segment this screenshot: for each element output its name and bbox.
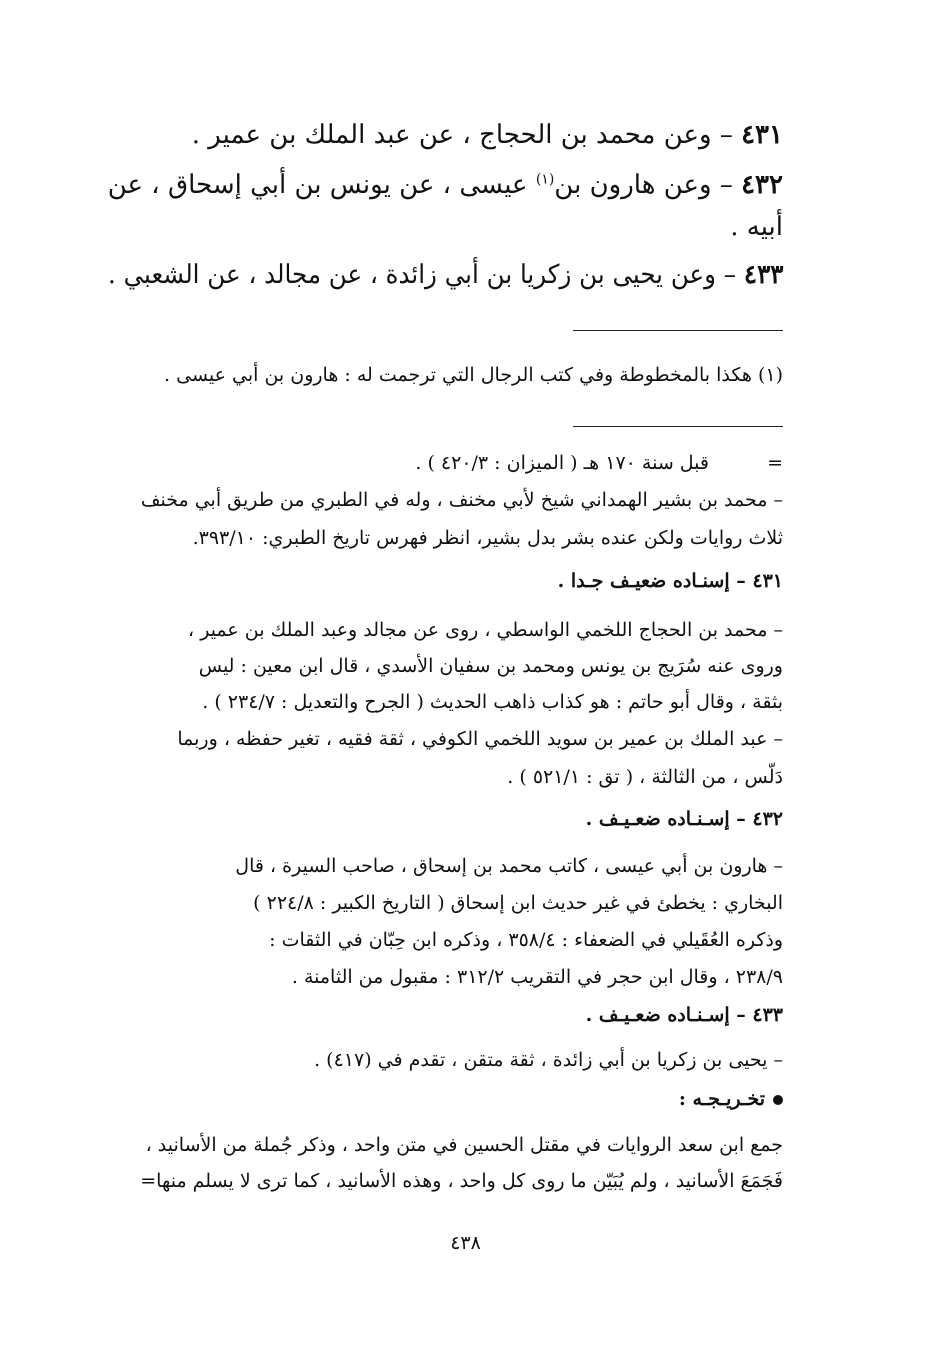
commentary-line: وذكره العُقَيلي في الضعفاء : ٣٥٨/٤ ، وذكره ابن حِبّان في الثقات : xyxy=(269,929,783,951)
footnote-separator xyxy=(573,330,783,331)
commentary-line: – هارون بن أبي عيسى ، كاتب محمد بن إسحاق ، صاحب السيرة ، قال xyxy=(235,855,783,877)
page-number: ٤٣٨ xyxy=(450,1232,481,1254)
main-line-433 xyxy=(108,260,783,290)
commentary-line: دَلّس ، من الثالثة ، ( تق : ٥٢١/١ ) . xyxy=(507,766,783,788)
footnote-marker: (١) xyxy=(757,364,783,386)
commentary-line: – محمد بن الحجاج اللخمي الواسطي ، روى عن مجالد وعبد الملك بن عمير ، xyxy=(188,619,783,641)
footnote-line xyxy=(164,364,783,386)
main-line-432 xyxy=(108,170,783,200)
section-heading-433 xyxy=(586,1004,783,1026)
hadith-text: عيسى ، عن يونس بن أبي إسحاق ، عن xyxy=(107,170,536,200)
continuation-marker: = xyxy=(767,452,783,474)
commentary-separator xyxy=(573,426,783,427)
hadith-text: – وعن محمد بن الحجاج ، عن عبد الملك بن عمير . xyxy=(191,120,733,150)
hadith-text: أبيه . xyxy=(730,212,783,242)
hadith-text: – وعن يحيى بن زكريا بن أبي زائدة ، عن مجالد ، عن الشعبي . xyxy=(107,260,736,290)
commentary-line: قبل سنة ١٧٠ هـ ( الميزان : ٤٢٠/٣ ) . xyxy=(415,452,709,474)
hadith-number: ٤٣٣ xyxy=(743,260,783,290)
commentary-line: – عبد الملك بن عمير بن سويد اللخمي الكوفي ، ثقة فقيه ، تغير حفظه ، وربما xyxy=(177,728,783,750)
commentary-line: ٢٣٨/٩ ، وقال ابن حجر في التقريب ٣١٢/٢ : مقبول من الثامنة . xyxy=(291,966,783,988)
main-line-431 xyxy=(192,120,783,150)
commentary-line: ثلاث روايات ولكن عنده بشر بدل بشير، انظر فهرس تاريخ الطبري: ٣٩٣/١٠. xyxy=(192,527,783,549)
takhrij-heading xyxy=(679,1088,783,1110)
heading-text: إسنـاده ضعيـف جـدا . xyxy=(557,570,730,592)
commentary-line: – محمد بن بشير الهمداني شيخ لأبي مخنف ، وله في الطبري من طريق أبي مخنف xyxy=(140,489,783,511)
footnote-text: هكذا بالمخطوطة وفي كتب الرجال التي ترجمت له : هارون بن أبي عيسى . xyxy=(164,364,752,386)
footnote-ref: (١) xyxy=(535,171,555,188)
commentary-line: فَجَمَعَ الأسانيد ، ولم يُبَيّن ما روى كل واحد ، وهذه الأسانيد ، كما ترى لا يسلم منها= xyxy=(140,1170,783,1192)
hadith-text: – وعن هارون بن xyxy=(554,170,733,200)
section-heading-431 xyxy=(558,570,783,592)
heading-number: ٤٣٢ – xyxy=(736,808,783,830)
commentary-line: جمع ابن سعد الروايات في مقتل الحسين في متن واحد ، وذكر جُملة من الأسانيد ، xyxy=(145,1134,783,1156)
main-line-432-cont xyxy=(730,212,783,242)
commentary-line: بثقة ، وقال أبو حاتم : هو كذاب ذاهب الحديث ( الجرح والتعديل : ٢٣٤/٧ ) . xyxy=(202,691,783,713)
commentary-line: وروى عنه سُرَيج بن يونس ومحمد بن سفيان الأسدي ، قال ابن معين : ليس xyxy=(198,655,783,677)
heading-number: ٤٣٣ – xyxy=(736,1004,783,1026)
heading-number: ٤٣١ – xyxy=(736,570,783,592)
heading-text: إسـنـاده ضعـيـف . xyxy=(585,1004,730,1026)
bullet-icon xyxy=(773,1095,783,1105)
hadith-number: ٤٣٢ xyxy=(741,170,783,200)
commentary-line: البخاري : يخطئ في غير حديث ابن إسحاق ( التاريخ الكبير : ٢٢٤/٨ ) xyxy=(253,892,783,914)
heading-text: تخـريـجـه : xyxy=(678,1088,765,1110)
hadith-number: ٤٣١ xyxy=(741,120,783,150)
heading-text: إسـنـاده ضعـيـف . xyxy=(585,808,730,830)
section-heading-432 xyxy=(586,808,783,830)
commentary-line: – يحيى بن زكريا بن أبي زائدة ، ثقة متقن ، تقدم في (٤١٧) . xyxy=(314,1049,783,1071)
